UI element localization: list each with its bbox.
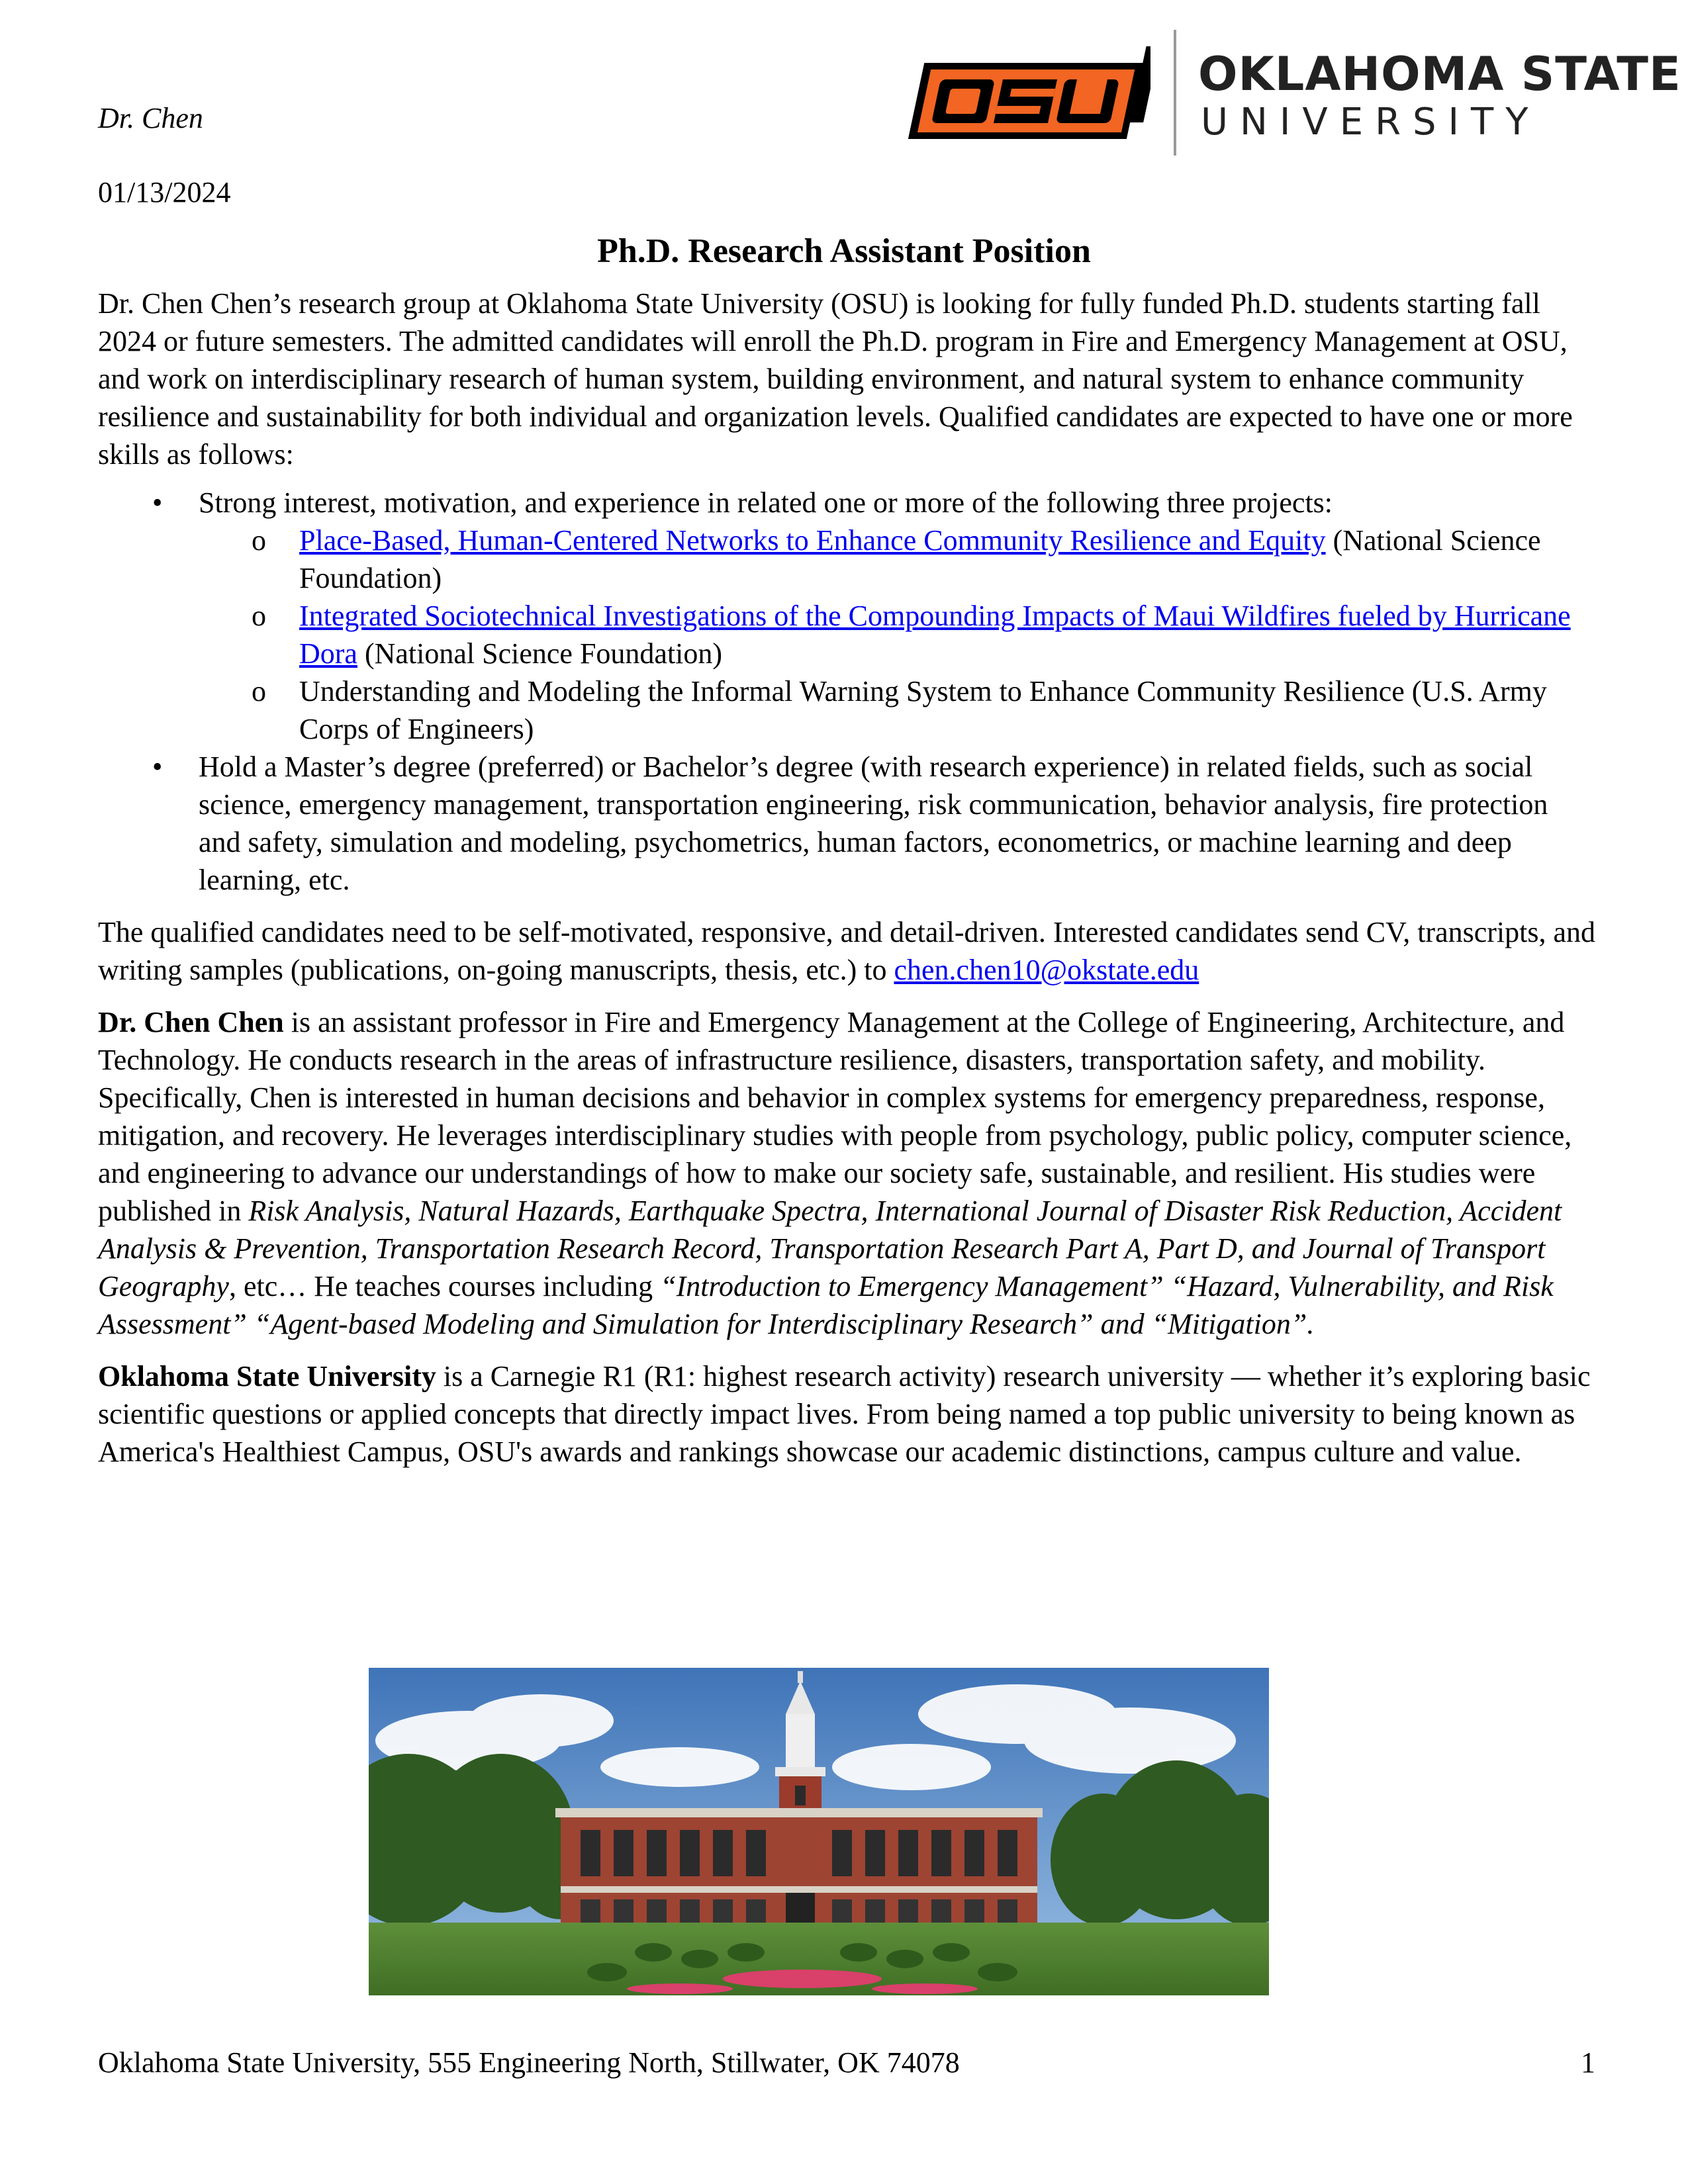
application-text: The qualified candidates need to be self-motivated, responsive, and detail-driven. Interested candidates send CV, transcripts, and writing samples (publications, on-going manuscripts, thesis, etc.) to (98, 916, 1596, 986)
project-funder: (National Science Foundation) (357, 637, 723, 670)
bio-paragraph (98, 1003, 1595, 1343)
osu-logo (899, 26, 1681, 159)
list-item (199, 522, 1595, 597)
letter-date: 01/13/2024 (98, 176, 231, 208)
campus-photo (369, 1668, 1269, 1995)
university-paragraph (98, 1357, 1595, 1471)
logo-wordmark-line1: OKLAHOMA STATE (1198, 47, 1681, 101)
list-item (199, 597, 1595, 672)
bio-courses: “Introduction to Emergency Management” “Hazard, Vulnerability, and Risk Assessment” “Agent-based Modeling and Simulation for Interdisciplinary Research” and “Mitigation”. (98, 1270, 1554, 1340)
project-informal-warning: Understanding and Modeling the Informal Warning System to Enhance Community Resilience (U.S. Army Corps of Engineers) (299, 675, 1547, 745)
bio-journals: Risk Analysis, Natural Hazards, Earthquake Spectra, International Journal of Disaster Risk Reduction, Accident Analysis & Prevention, Transportation Research Record, Transportation Research Part A, Part D, and Journal of Transport Geography (98, 1195, 1562, 1302)
qualification-projects: Strong interest, motivation, and experience in related one or more of the following three projects: (199, 486, 1333, 519)
bullet-icon: • (152, 751, 163, 783)
document-title: Ph.D. Research Assistant Position (597, 232, 1091, 270)
sub-bullet-icon: o (252, 600, 266, 632)
intro-paragraph: Dr. Chen Chen’s research group at Oklahoma State University (OSU) is looking for fully funded Ph.D. students starting fall 2024 or future semesters. The admitted candidates will enroll the Ph.D. program in Fire and Emergency Management at OSU, and work on interdisciplinary research of human system, building environment, and natural system to enhance community resilience and sustainability for both individual and organization levels. Qualified candidates are expected to have one or more skills as follows: (98, 287, 1573, 471)
author-name: Dr. Chen (98, 102, 203, 134)
bio-text-2: , etc… He teaches courses including (228, 1270, 661, 1302)
document-body (98, 285, 1595, 1485)
logo-wordmark-line2: UNIVERSITY (1201, 101, 1540, 144)
contact-email-link[interactable]: chen.chen10@okstate.edu (894, 954, 1199, 986)
project-link-maui-wildfires[interactable]: Integrated Sociotechnical Investigations of the Compounding Impacts of Maui Wildfires fueled by Hurricane Dora (299, 600, 1571, 670)
bio-name: Dr. Chen Chen (98, 1006, 284, 1038)
university-name: Oklahoma State University (98, 1360, 436, 1392)
project-link-place-based[interactable]: Place-Based, Human-Centered Networks to Enhance Community Resilience and Equity (299, 524, 1326, 557)
bullet-icon: • (152, 486, 163, 519)
page-number: 1 (1581, 2046, 1595, 2079)
campus-photo-illustration (369, 1668, 1269, 1995)
list-item (98, 748, 1595, 899)
footer-address: Oklahoma State University, 555 Engineering North, Stillwater, OK 74078 (98, 2046, 960, 2079)
projects-list (199, 522, 1595, 748)
list-item (199, 672, 1595, 748)
qualification-degree: Hold a Master’s degree (preferred) or Bachelor’s degree (with research experience) in related fields, such as social science, emergency management, transportation engineering, risk communication, behavior analysis, fire protection and safety, simulation and modeling, psychometrics, human factors, econometrics, or machine learning and deep learning, etc. (199, 751, 1548, 896)
logo-divider (1174, 30, 1176, 156)
project-funder: (National Science Foundation) (299, 524, 1541, 594)
qualifications-list (98, 484, 1595, 899)
bio-text: is an assistant professor in Fire and Emergency Management at the College of Engineering, Architecture, and Technology. He conducts research in the areas of infrastructure resilience, disasters, transportation safety, and mobility. Specifically, Chen is interested in human decisions and behavior in complex systems for emergency preparedness, response, mitigation, and recovery. He leverages interdisciplinary studies with people from psychology, public policy, computer science, and engineering to advance our understandings of how to make our society safe, sustainable, and resilient. His studies were published in (98, 1006, 1572, 1227)
application-paragraph (98, 913, 1595, 989)
sub-bullet-icon: o (252, 675, 266, 707)
list-item (98, 484, 1595, 748)
sub-bullet-icon: o (252, 524, 266, 557)
osu-logo-mark (899, 26, 1150, 159)
university-text: is a Carnegie R1 (R1: highest research activity) research university — whether it’s exploring basic scientific questions or applied concepts that directly impact lives. From being named a top public university to being known as America's Healthiest Campus, OSU's awards and rankings showcase our academic distinctions, campus culture and value. (98, 1360, 1591, 1468)
